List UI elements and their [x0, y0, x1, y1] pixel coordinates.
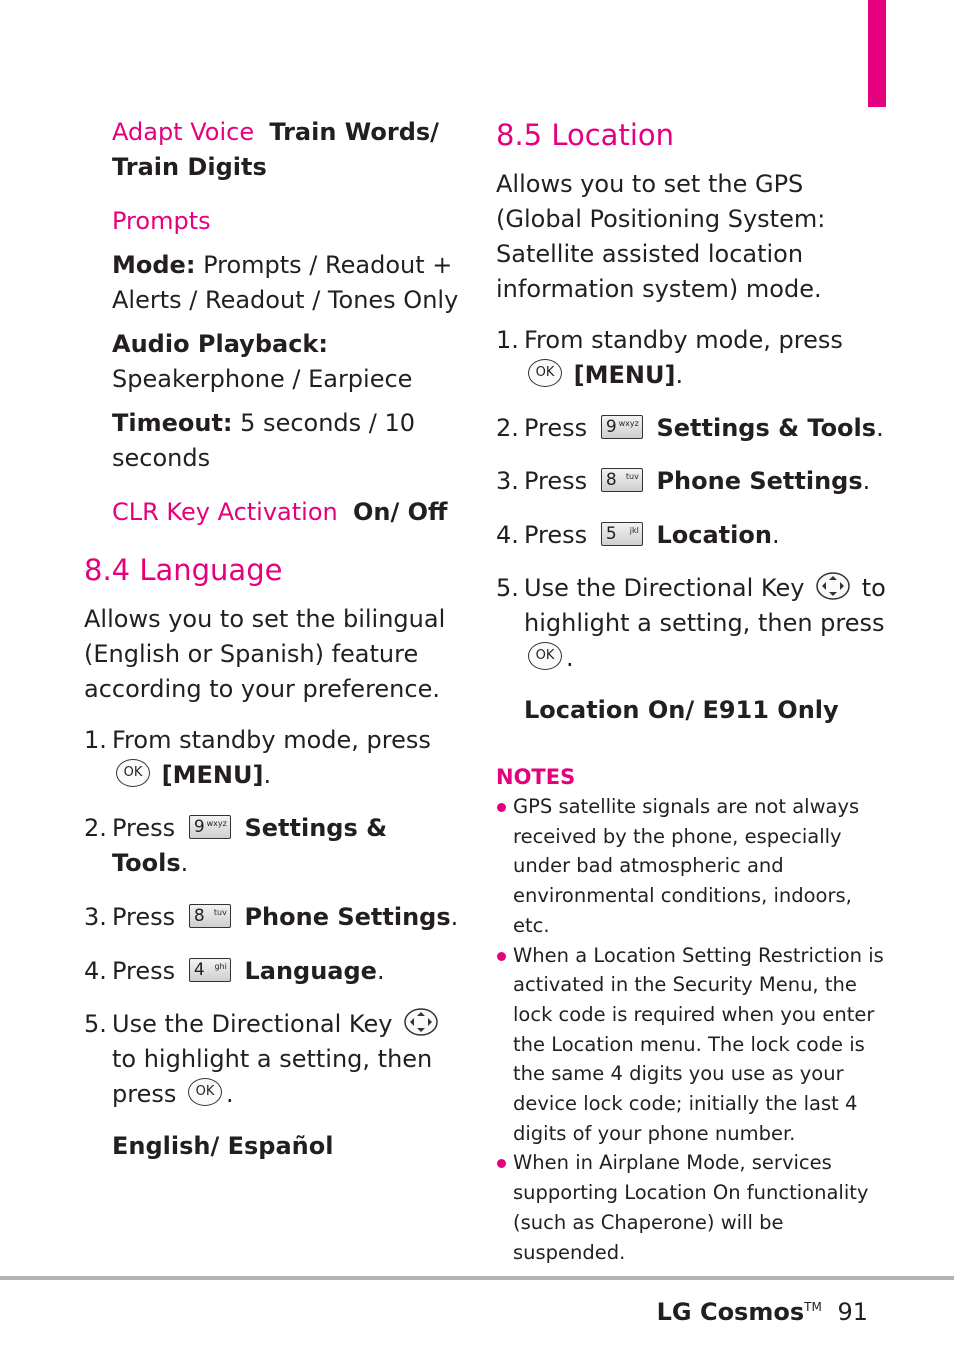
audio-playback-value: Speakerphone / Earpiece: [112, 365, 413, 393]
directional-key-icon: [404, 1008, 438, 1036]
prompts-label: Prompts: [112, 207, 211, 235]
step-period: .: [226, 1080, 234, 1108]
step-target: Phone Settings: [244, 903, 451, 931]
step-target: Phone Settings: [656, 467, 863, 495]
trademark: TM: [804, 1300, 822, 1314]
step-target: Language: [244, 957, 377, 985]
bullet-dot-icon: [497, 952, 506, 961]
step-text-cont: to highlight a setting, then press: [112, 1045, 433, 1108]
location-step-4: [496, 518, 886, 553]
step-target: Settings & Tools: [656, 414, 877, 442]
step-text: From standby mode, press: [112, 726, 431, 754]
key-letters: jkl: [629, 526, 639, 535]
location-step-3: [496, 464, 886, 499]
step-text: From standby mode, press: [524, 326, 843, 354]
step-number: 4.: [496, 521, 519, 549]
location-step-5: [496, 571, 886, 676]
step-number: 3.: [496, 467, 519, 495]
key-8-icon: [189, 904, 231, 928]
notes-title: NOTES: [496, 765, 576, 789]
key-digit: 9: [193, 817, 205, 837]
key-4-icon: [189, 958, 231, 982]
step-period: .: [566, 644, 574, 672]
step-number: 1.: [84, 726, 107, 754]
language-step-1: [84, 723, 464, 793]
ok-key-icon: OK: [528, 359, 562, 387]
ok-key-icon: OK: [188, 1078, 222, 1106]
note-text: When a Location Setting Restriction is activated in the Security Menu, the lock code is required when you enter the Location menu. The lock code is the same 4 digits you use as your device lock code; initially the last 4 digits of your phone number.: [513, 943, 884, 1145]
language-step-4: [84, 954, 464, 989]
step-number: 5.: [84, 1010, 107, 1038]
note-item: [496, 941, 886, 1149]
language-step-3: [84, 900, 464, 935]
footer-brand: LG Cosmos: [656, 1298, 805, 1326]
key-letters: tuv: [625, 472, 639, 481]
step-number: 2.: [496, 414, 519, 442]
language-step-5: [84, 1007, 464, 1112]
clr-key-value: On/ Off: [353, 498, 448, 526]
key-digit: 8: [193, 906, 205, 926]
key-letters: tuv: [213, 908, 227, 917]
language-step-2: [84, 811, 464, 881]
timeout-label: Timeout:: [112, 409, 233, 437]
location-step-1: [496, 323, 886, 393]
note-item: [496, 1148, 886, 1267]
adapt-voice-label: Adapt Voice: [112, 118, 255, 146]
step-target: Location: [656, 521, 772, 549]
location-step-2: [496, 411, 886, 446]
timeout-value: 5 seconds / 10 seconds: [112, 409, 416, 472]
step-period: .: [180, 849, 189, 877]
key-digit: 9: [605, 417, 617, 437]
step-text: Use the Directional Key: [524, 574, 805, 602]
step-period: .: [771, 521, 780, 549]
location-intro: Allows you to set the GPS (Global Positioning System: Satellite assisted location information system) mode.: [496, 170, 826, 303]
key-letters: wxyz: [206, 819, 227, 828]
right-column: [496, 115, 886, 1267]
step-press: Press: [112, 903, 176, 931]
language-heading: 8.4 Language: [84, 553, 283, 587]
clr-key-label: CLR Key Activation: [112, 498, 338, 526]
notes-list: [496, 792, 886, 1267]
step-number: 5.: [496, 574, 519, 602]
step-period: .: [263, 761, 272, 789]
key-letters: wxyz: [618, 419, 639, 428]
language-intro: Allows you to set the bilingual (English or Spanish) feature according to your preference.: [84, 605, 446, 703]
menu-label: [MENU]: [573, 361, 676, 389]
step-press: Press: [524, 414, 588, 442]
note-text: When in Airplane Mode, services supporting Location On functionality (such as Chaperone) will be suspended.: [513, 1151, 869, 1264]
key-9-icon: [601, 415, 643, 439]
audio-playback-setting: [84, 327, 464, 397]
ok-key-icon: OK: [528, 642, 562, 670]
bullet-dot-icon: [497, 803, 506, 812]
clr-key-setting: [84, 495, 464, 530]
step-period: .: [450, 903, 459, 931]
note-text: GPS satellite signals are not always received by the phone, especially under bad atmospheric and environmental conditions, indoors, etc.: [513, 795, 860, 937]
key-digit: 8: [605, 470, 617, 490]
menu-label: [MENU]: [161, 761, 264, 789]
mode-label: Mode:: [112, 251, 196, 279]
left-column: [84, 115, 464, 1164]
note-item: [496, 792, 886, 941]
directional-key-icon: [816, 572, 850, 600]
step-press: Press: [112, 814, 176, 842]
step-number: 2.: [84, 814, 107, 842]
page-number: 91: [837, 1298, 868, 1326]
timeout-setting: [84, 406, 464, 476]
step-period: .: [862, 467, 871, 495]
key-9-icon: [189, 815, 231, 839]
bullet-dot-icon: [497, 1159, 506, 1168]
key-8-icon: [601, 468, 643, 492]
location-options: Location On/ E911 Only: [524, 696, 839, 724]
key-5-icon: [601, 522, 643, 546]
step-press: Press: [524, 521, 588, 549]
key-letters: ghi: [214, 962, 227, 971]
step-number: 3.: [84, 903, 107, 931]
adapt-voice-setting: [84, 115, 464, 185]
audio-playback-label: Audio Playback:: [112, 330, 328, 358]
step-text: Use the Directional Key: [112, 1010, 393, 1038]
language-options: English/ Español: [112, 1132, 334, 1160]
adapt-voice-value: Train Words/ Train Digits: [112, 118, 439, 181]
key-digit: 4: [193, 960, 205, 980]
key-digit: 5: [605, 524, 617, 544]
step-press: Press: [112, 957, 176, 985]
accent-tab: [868, 0, 886, 107]
location-heading: 8.5 Location: [496, 118, 674, 152]
footer-rule: [0, 1276, 954, 1280]
page-footer: [657, 1290, 868, 1329]
step-number: 4.: [84, 957, 107, 985]
step-period: .: [675, 361, 684, 389]
step-period: .: [876, 414, 884, 442]
ok-key-icon: OK: [116, 759, 150, 787]
step-number: 1.: [496, 326, 519, 354]
step-target: Settings & Tools: [112, 814, 388, 877]
step-press: Press: [524, 467, 588, 495]
mode-setting: [84, 248, 464, 318]
mode-value: Prompts / Readout + Alerts / Readout / Tones Only: [112, 251, 459, 314]
step-text-cont: to highlight a setting, then press: [524, 574, 886, 637]
step-period: .: [376, 957, 385, 985]
